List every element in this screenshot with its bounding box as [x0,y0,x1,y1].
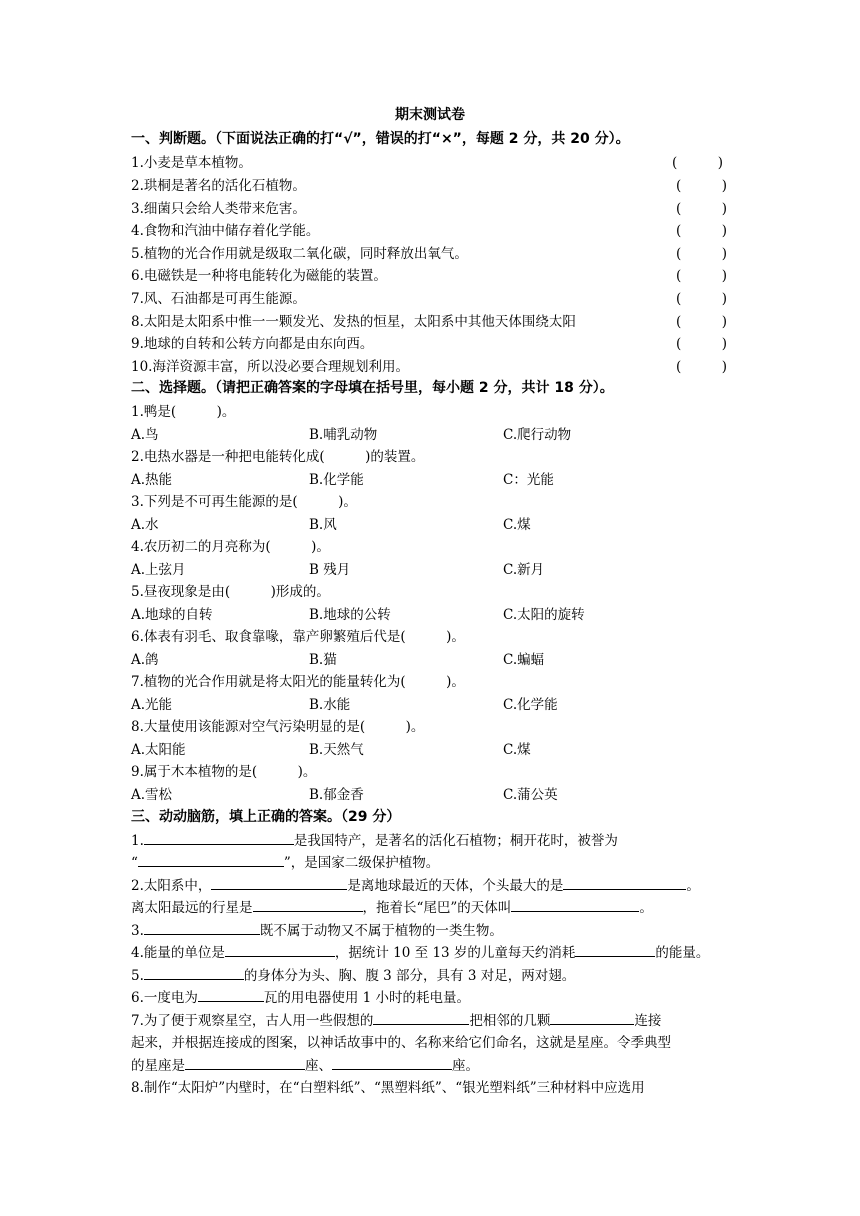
blank-input[interactable] [511,897,639,912]
blank-input[interactable] [144,965,244,980]
blank-input[interactable] [332,1055,452,1070]
fill-text: 离太阳最远的行星是 [131,900,253,916]
fill-text: 的能量。 [655,945,710,961]
page-title: 期末测试卷 [395,107,465,123]
option-b[interactable]: B.哺乳动物 [309,427,378,443]
blank-input[interactable] [575,942,655,957]
option-b[interactable]: B.郁金香 [309,787,364,803]
judge-item-3: 3.细菌只会给人类带来危害。 [131,201,306,217]
option-b[interactable]: B.风 [309,517,337,533]
judge-answer-3[interactable]: ( ) [676,201,728,217]
option-c[interactable]: C.煤 [503,517,531,533]
choice-question-2: 2.电热水器是一种把电能转化成( )的装置。 [131,449,425,465]
fill-text: 。 [639,900,653,916]
option-c[interactable]: C：光能 [503,472,554,488]
option-c[interactable]: C.煤 [503,742,531,758]
option-b[interactable]: B 残月 [309,562,351,578]
blank-input[interactable] [211,875,347,890]
fill-text: 瓦的用电器使用 1 小时的耗电量。 [263,990,471,1006]
judge-item-2: 2.珙桐是著名的活化石植物。 [131,178,306,194]
fill-text: 既不属于动物又不属于植物的一类生物。 [259,923,503,939]
judge-answer-9[interactable]: ( ) [676,336,728,352]
option-b[interactable]: B.地球的公转 [309,607,391,623]
section-2-heading: 二、选择题。（请把正确答案的字母填在括号里，每小题 2 分，共计 18 分）。 [131,380,614,396]
judge-item-5: 5.植物的光合作用就是级取二氧化碳，同时释放出氧气。 [131,246,468,262]
fill-question-7-line-2: 起来，并根据连接成的图案，以神话故事中的、名称来给它们命名，这就是星座。令季典型 [131,1035,671,1051]
judge-item-7: 7.风、石油都是可再生能源。 [131,291,306,307]
judge-item-9: 9.地球的自转和公转方向都是由东向西。 [131,336,374,352]
option-b[interactable]: B.水能 [309,697,351,713]
fill-question-3 [131,919,731,939]
fill-text: 2.太阳系中， [131,878,212,894]
blank-input[interactable] [144,920,260,935]
blank-input[interactable] [563,875,686,890]
judge-item-1: 1.小麦是草本植物。 [131,155,252,171]
fill-text: 连接 [634,1013,662,1029]
fill-text: 座、 [305,1058,332,1074]
fill-text: ”，是国家二级保护植物。 [283,855,440,871]
section-1-heading: 一、判断题。（下面说法正确的打“√”，错误的打“×”，每题 2 分，共 20 分）。 [131,131,630,147]
option-a[interactable]: A.鸽 [131,652,159,668]
option-a[interactable]: A.光能 [131,697,173,713]
option-a[interactable]: A.太阳能 [131,742,186,758]
fill-text: 4.能量的单位是 [131,945,225,961]
judge-answer-2[interactable]: ( ) [676,178,728,194]
option-a[interactable]: A.上弦月 [131,562,186,578]
choice-question-4: 4.农历初二的月亮称为( )。 [131,539,330,555]
judge-answer-6[interactable]: ( ) [676,268,728,284]
fill-text: 是我国特产，是著名的活化石植物；桐开花时，被誉为 [293,833,618,849]
blank-input[interactable] [253,897,363,912]
judge-answer-7[interactable]: ( ) [676,291,728,307]
option-b[interactable]: B.化学能 [309,472,364,488]
judge-item-8: 8.太阳是太阳系中惟一一颗发光、发热的恒星，太阳系中其他天体围绕太阳 [131,314,576,330]
fill-text: 3. [131,923,144,939]
fill-question-4 [131,941,731,961]
option-c[interactable]: C.化学能 [503,697,558,713]
option-c[interactable]: C.新月 [503,562,545,578]
judge-answer-5[interactable]: ( ) [676,246,728,262]
fill-question-1-line-2 [131,851,731,871]
judge-item-6: 6.电磁铁是一种将电能转化为磁能的装置。 [131,268,387,284]
option-a[interactable]: A.地球的自转 [131,607,213,623]
fill-text: 是离地球最近的天体，个头最大的是 [347,878,564,894]
choice-question-5: 5.昼夜现象是由( )形成的。 [131,584,330,600]
fill-text: 的星座是 [131,1058,185,1074]
section-3-heading: 三、动动脑筋，填上正确的答案。（29 分） [131,809,401,825]
option-c[interactable]: C.蒲公英 [503,787,558,803]
fill-text: 把相邻的几颗 [469,1013,551,1029]
choice-question-1: 1.鸭是( )。 [131,404,236,420]
fill-text: 座。 [452,1058,479,1074]
option-b[interactable]: B.天然气 [309,742,364,758]
fill-text: “ [131,855,138,871]
option-a[interactable]: A.水 [131,517,159,533]
fill-text: 6.一度电为 [131,990,198,1006]
judge-item-4: 4.食物和汽油中储存着化学能。 [131,223,320,239]
fill-question-6 [131,986,731,1006]
blank-input[interactable] [225,942,335,957]
fill-text: 的身体分为头、胸、腹 3 部分，具有 3 对足，两对翅。 [243,968,576,984]
choice-question-7: 7.植物的光合作用就是将太阳光的能量转化为( )。 [131,674,465,690]
fill-text: ，据统计 10 至 13 岁的儿童每天约消耗 [334,945,576,961]
blank-input[interactable] [144,830,294,845]
fill-question-5 [131,964,731,984]
option-a[interactable]: A.热能 [131,472,173,488]
fill-question-2-line-2 [131,896,731,916]
fill-text: 5. [131,968,144,984]
choice-question-3: 3.下列是不可再生能源的是( )。 [131,494,357,510]
judge-answer-4[interactable]: ( ) [676,223,728,239]
judge-item-10: 10.海洋资源丰富，所以没必要合理规划利用。 [131,359,409,375]
option-b[interactable]: B.猫 [309,652,337,668]
fill-text: 1. [131,833,144,849]
fill-text: 7.为了便于观察星空，古人用一些假想的 [131,1013,374,1029]
blank-input[interactable] [138,852,284,867]
choice-question-9: 9.属于木本植物的是( )。 [131,764,317,780]
fill-question-8: 8.制作“太阳炉”内壁时，在“白塑料纸”、“黑塑料纸”、“银光塑料纸”三种材料中应选用 [131,1080,645,1096]
blank-input[interactable] [198,987,264,1002]
judge-answer-8[interactable]: ( ) [676,314,728,330]
fill-question-7-line-3 [131,1054,731,1074]
option-c[interactable]: C.太阳的旋转 [503,607,585,623]
blank-input[interactable] [550,1010,634,1025]
judge-answer-1[interactable]: ( ) [672,155,724,171]
option-a[interactable]: A.鸟 [131,427,159,443]
fill-text: 。 [686,878,700,894]
option-c[interactable]: C.蝙蝠 [503,652,545,668]
judge-answer-10[interactable]: ( ) [676,359,728,375]
fill-question-7-line-1 [131,1009,731,1029]
fill-question-2-line-1 [131,874,731,894]
option-c[interactable]: C.爬行动物 [503,427,572,443]
option-a[interactable]: A.雪松 [131,787,173,803]
choice-question-6: 6.体表有羽毛、取食靠喙，靠产卵繁殖后代是( )。 [131,629,465,645]
fill-question-1-line-1 [131,829,731,849]
choice-question-8: 8.大量使用该能源对空气污染明显的是( )。 [131,719,425,735]
blank-input[interactable] [373,1010,469,1025]
fill-text: ，拖着长“尾巴”的天体叫 [362,900,512,916]
blank-input[interactable] [185,1055,305,1070]
